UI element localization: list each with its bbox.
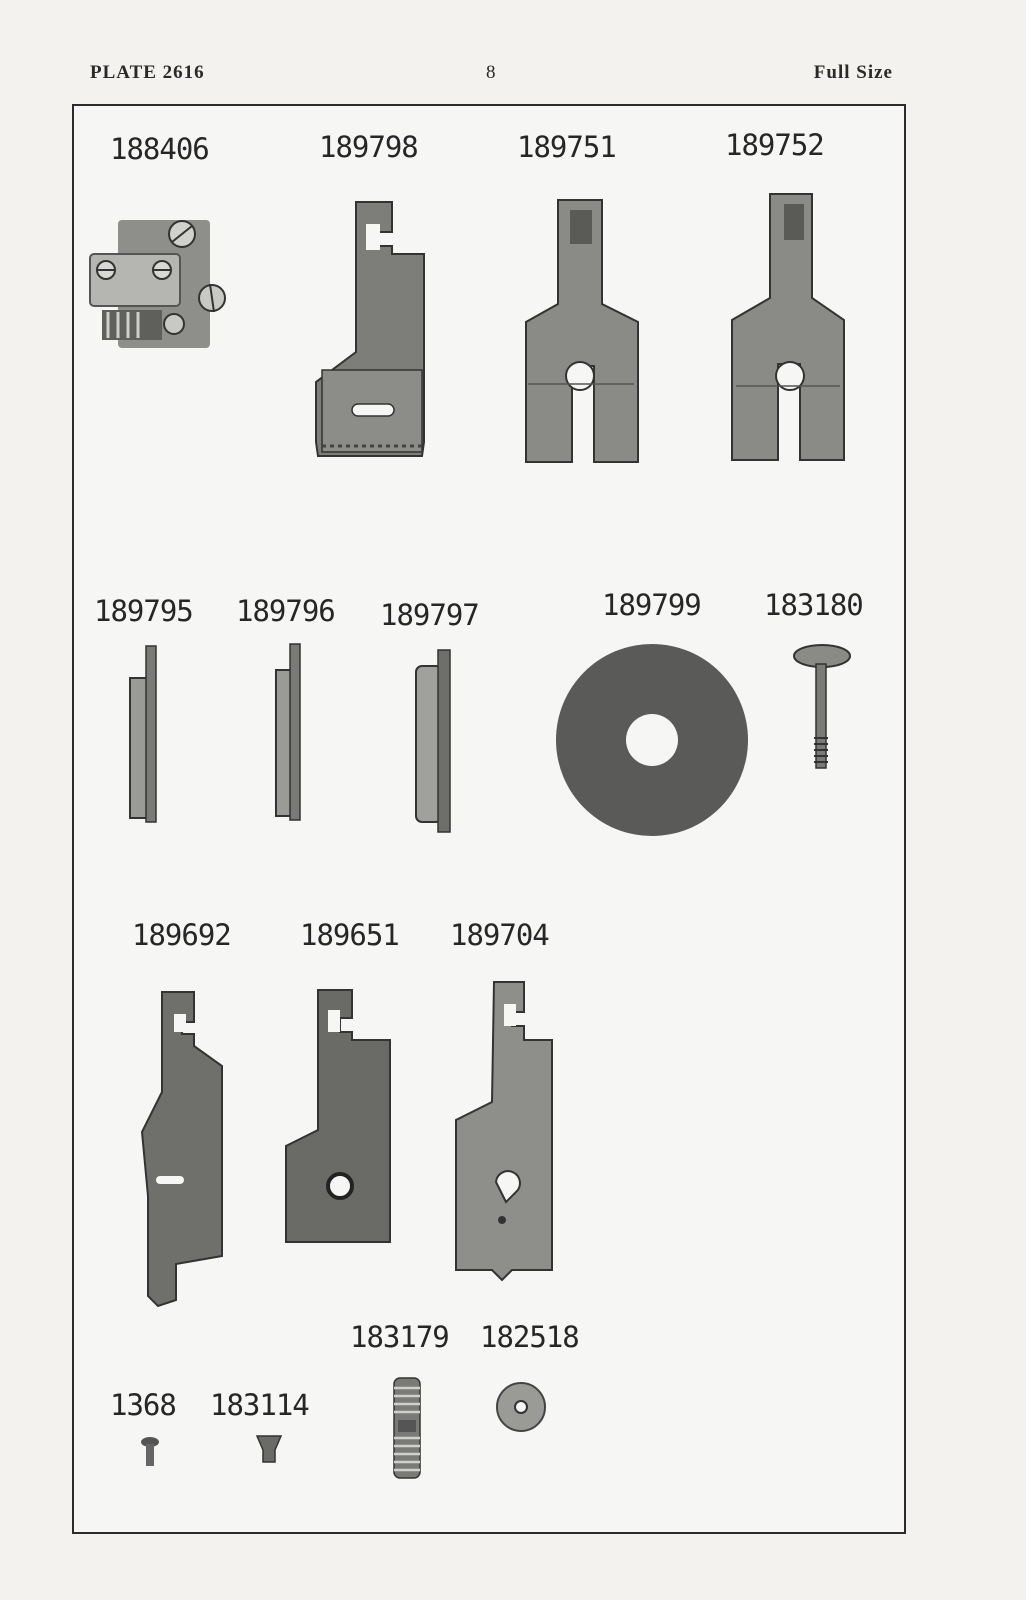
plate-number: PLATE 2616 [90, 62, 205, 83]
washer-disc-icon [552, 640, 752, 840]
part-number-label: 189799 [602, 588, 701, 622]
split-presser-foot-icon [724, 190, 854, 474]
presser-bar-clamp-icon [84, 214, 234, 354]
part-number-label: 182518 [480, 1320, 579, 1354]
part-number-label: 189798 [319, 130, 418, 164]
part-number-label: 188406 [110, 132, 209, 166]
part-number-label: 189651 [300, 918, 399, 952]
guide-blade-icon [412, 646, 462, 836]
presser-foot-icon [316, 194, 436, 470]
scale-note: Full Size [813, 62, 893, 83]
part-number-label: 1368 [110, 1388, 176, 1422]
threaded-stud-icon [386, 1374, 430, 1484]
part-number-label: 189796 [236, 594, 335, 628]
guide-blade-icon [126, 642, 166, 826]
small-washer-icon [494, 1380, 548, 1434]
part-number-label: 189704 [450, 918, 549, 952]
part-number-label: 189752 [725, 128, 824, 162]
parts-plate-frame [72, 104, 906, 1534]
presser-foot-icon [454, 976, 584, 1276]
presser-foot-icon [284, 984, 404, 1256]
guide-blade-icon [272, 640, 312, 824]
part-number-label: 189692 [132, 918, 231, 952]
part-number-label: 183180 [764, 588, 863, 622]
part-number-label: 183114 [210, 1388, 309, 1422]
page-number: 8 [486, 62, 497, 83]
offset-presser-foot-icon [116, 986, 236, 1306]
split-presser-foot-icon [518, 194, 648, 474]
small-screw-icon [138, 1436, 162, 1470]
part-number-label: 189751 [517, 130, 616, 164]
small-screw-icon [254, 1432, 284, 1464]
thumb-screw-icon [790, 642, 854, 774]
part-number-label: 183179 [350, 1320, 449, 1354]
part-number-label: 189797 [380, 598, 479, 632]
part-number-label: 189795 [94, 594, 193, 628]
